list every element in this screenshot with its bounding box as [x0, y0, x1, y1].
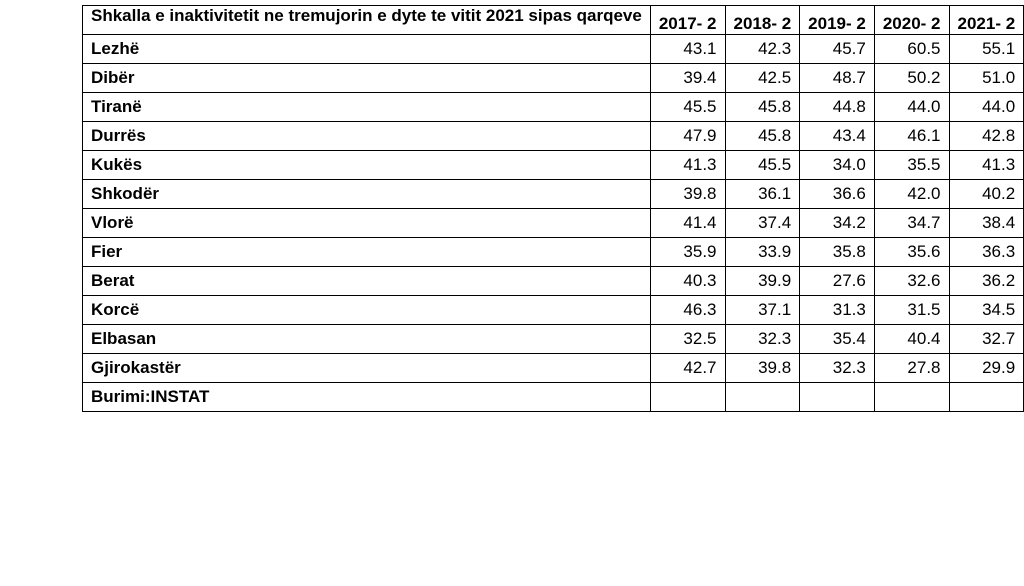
- value-cell: 50.2: [874, 64, 949, 93]
- value-cell: 46.1: [874, 122, 949, 151]
- region-name: Kukës: [83, 151, 651, 180]
- value-cell: 42.8: [949, 122, 1024, 151]
- table-row: [83, 35, 1024, 64]
- table-row: [83, 93, 1024, 122]
- region-name: Elbasan: [83, 325, 651, 354]
- region-name: Lezhë: [83, 35, 651, 64]
- value-cell: 51.0: [949, 64, 1024, 93]
- region-name: Durrës: [83, 122, 651, 151]
- source-note: Burimi:INSTAT: [83, 383, 651, 412]
- value-cell: 45.8: [725, 93, 800, 122]
- value-cell: 38.4: [949, 209, 1024, 238]
- value-cell: 40.2: [949, 180, 1024, 209]
- value-cell: 43.4: [800, 122, 875, 151]
- value-cell: 35.8: [800, 238, 875, 267]
- value-cell: 37.4: [725, 209, 800, 238]
- table-row: [83, 325, 1024, 354]
- value-cell: 34.7: [874, 209, 949, 238]
- column-header-2020-2: 2020- 2: [874, 6, 949, 35]
- source-empty-cell: [949, 383, 1024, 412]
- inactivity-table: [82, 5, 1024, 412]
- value-cell: 34.5: [949, 296, 1024, 325]
- value-cell: 32.7: [949, 325, 1024, 354]
- value-cell: 27.6: [800, 267, 875, 296]
- value-cell: 42.5: [725, 64, 800, 93]
- region-name: Dibër: [83, 64, 651, 93]
- column-header-2019-2: 2019- 2: [800, 6, 875, 35]
- table-row: [83, 151, 1024, 180]
- table-title: Shkalla e inaktivitetit ne tremujorin e dyte te vitit 2021 sipas qarqeve: [83, 6, 651, 35]
- value-cell: 46.3: [650, 296, 725, 325]
- value-cell: 32.3: [800, 354, 875, 383]
- value-cell: 43.1: [650, 35, 725, 64]
- value-cell: 31.3: [800, 296, 875, 325]
- source-empty-cell: [874, 383, 949, 412]
- column-header-2021-2: 2021- 2: [949, 6, 1024, 35]
- value-cell: 34.2: [800, 209, 875, 238]
- table-row: [83, 122, 1024, 151]
- table-row: [83, 180, 1024, 209]
- region-name: Gjirokastër: [83, 354, 651, 383]
- header-row: [83, 6, 1024, 35]
- value-cell: 36.1: [725, 180, 800, 209]
- value-cell: 35.9: [650, 238, 725, 267]
- value-cell: 45.5: [725, 151, 800, 180]
- value-cell: 60.5: [874, 35, 949, 64]
- region-name: Vlorë: [83, 209, 651, 238]
- value-cell: 31.5: [874, 296, 949, 325]
- value-cell: 32.5: [650, 325, 725, 354]
- value-cell: 42.3: [725, 35, 800, 64]
- table-row: [83, 209, 1024, 238]
- value-cell: 44.8: [800, 93, 875, 122]
- value-cell: 45.5: [650, 93, 725, 122]
- source-empty-cell: [725, 383, 800, 412]
- region-name: Korcë: [83, 296, 651, 325]
- value-cell: 45.7: [800, 35, 875, 64]
- value-cell: 39.8: [725, 354, 800, 383]
- value-cell: 34.0: [800, 151, 875, 180]
- value-cell: 42.0: [874, 180, 949, 209]
- value-cell: 42.7: [650, 354, 725, 383]
- value-cell: 40.3: [650, 267, 725, 296]
- value-cell: 40.4: [874, 325, 949, 354]
- value-cell: 27.8: [874, 354, 949, 383]
- value-cell: 32.6: [874, 267, 949, 296]
- value-cell: 55.1: [949, 35, 1024, 64]
- table-body: [83, 35, 1024, 383]
- source-row: [83, 383, 1024, 412]
- table-row: [83, 238, 1024, 267]
- value-cell: 36.2: [949, 267, 1024, 296]
- table-row: [83, 354, 1024, 383]
- region-name: Shkodër: [83, 180, 651, 209]
- value-cell: 36.3: [949, 238, 1024, 267]
- value-cell: 44.0: [949, 93, 1024, 122]
- value-cell: 37.1: [725, 296, 800, 325]
- value-cell: 33.9: [725, 238, 800, 267]
- region-name: Berat: [83, 267, 651, 296]
- value-cell: 35.6: [874, 238, 949, 267]
- value-cell: 48.7: [800, 64, 875, 93]
- value-cell: 41.3: [650, 151, 725, 180]
- value-cell: 39.4: [650, 64, 725, 93]
- column-header-2018-2: 2018- 2: [725, 6, 800, 35]
- value-cell: 35.4: [800, 325, 875, 354]
- region-name: Tiranë: [83, 93, 651, 122]
- table-row: [83, 296, 1024, 325]
- value-cell: 47.9: [650, 122, 725, 151]
- source-empty-cell: [800, 383, 875, 412]
- value-cell: 39.8: [650, 180, 725, 209]
- value-cell: 29.9: [949, 354, 1024, 383]
- value-cell: 39.9: [725, 267, 800, 296]
- table-row: [83, 64, 1024, 93]
- value-cell: 32.3: [725, 325, 800, 354]
- value-cell: 41.3: [949, 151, 1024, 180]
- column-header-2017-2: 2017- 2: [650, 6, 725, 35]
- value-cell: 36.6: [800, 180, 875, 209]
- region-name: Fier: [83, 238, 651, 267]
- value-cell: 45.8: [725, 122, 800, 151]
- value-cell: 35.5: [874, 151, 949, 180]
- value-cell: 44.0: [874, 93, 949, 122]
- source-empty-cell: [650, 383, 725, 412]
- table-row: [83, 267, 1024, 296]
- value-cell: 41.4: [650, 209, 725, 238]
